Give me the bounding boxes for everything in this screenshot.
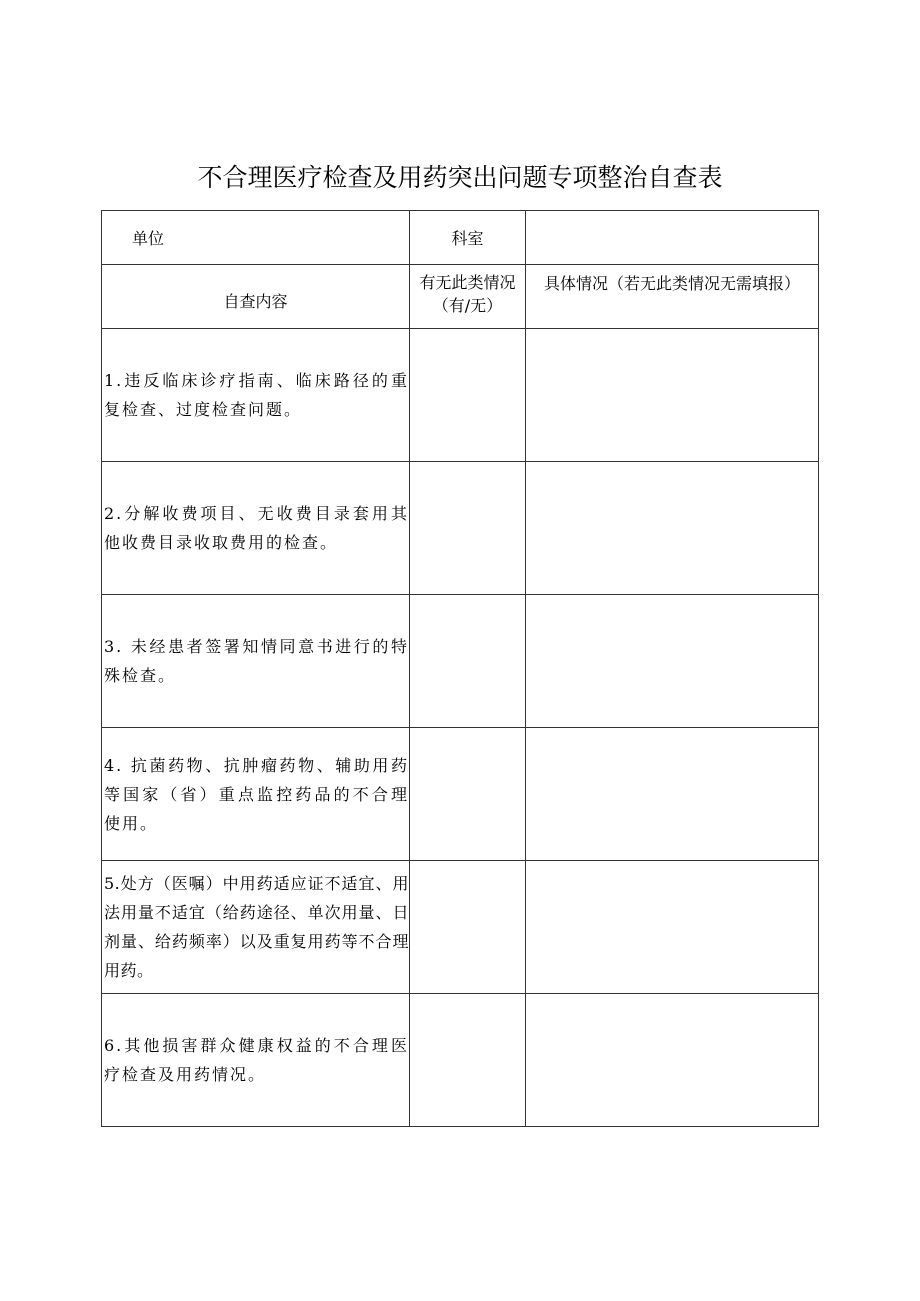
detail-cell[interactable] <box>526 861 819 994</box>
header-row-columns <box>102 265 819 329</box>
check-item-text: 5.处方（医嘱）中用药适应证不适宜、用法用量不适宜（给药途径、单次用量、日剂量、给药频率）以及重复用药等不合理用药。 <box>102 861 410 994</box>
table-row <box>102 595 819 728</box>
detail-column-header: 具体情况（若无此类情况无需填报） <box>526 265 819 329</box>
self-check-table <box>101 210 819 1127</box>
table-row <box>102 329 819 462</box>
detail-cell[interactable] <box>526 329 819 462</box>
unit-label: 单位 <box>102 211 410 265</box>
check-item-text: 6.其他损害群众健康权益的不合理医疗检查及用药情况。 <box>102 994 410 1127</box>
dept-label: 科室 <box>410 211 526 265</box>
has-cell[interactable] <box>410 994 526 1127</box>
detail-cell[interactable] <box>526 595 819 728</box>
content-column-header: 自查内容 <box>102 265 410 329</box>
dept-value-cell[interactable] <box>526 211 819 265</box>
detail-cell[interactable] <box>526 728 819 861</box>
check-item-text: 4. 抗菌药物、抗肿瘤药物、辅助用药等国家（省）重点监控药品的不合理使用。 <box>102 728 410 861</box>
check-item-text: 3. 未经患者签署知情同意书进行的特殊检查。 <box>102 595 410 728</box>
check-item-text: 2.分解收费项目、无收费目录套用其他收费目录收取费用的检查。 <box>102 462 410 595</box>
has-header-line2: （有/无） <box>432 296 503 315</box>
has-cell[interactable] <box>410 329 526 462</box>
has-cell[interactable] <box>410 595 526 728</box>
has-column-header <box>410 265 526 329</box>
table-row <box>102 728 819 861</box>
table-row <box>102 861 819 994</box>
form-title: 不合理医疗检查及用药突出问题专项整治自查表 <box>197 163 723 192</box>
check-item-text: 1.违反临床诊疗指南、临床路径的重复检查、过度检查问题。 <box>102 329 410 462</box>
table-row <box>102 994 819 1127</box>
has-cell[interactable] <box>410 728 526 861</box>
has-cell[interactable] <box>410 462 526 595</box>
has-cell[interactable] <box>410 861 526 994</box>
detail-cell[interactable] <box>526 994 819 1127</box>
table-row <box>102 462 819 595</box>
header-row-unit <box>102 211 819 265</box>
has-header-line1: 有无此类情况 <box>419 273 516 292</box>
detail-cell[interactable] <box>526 462 819 595</box>
